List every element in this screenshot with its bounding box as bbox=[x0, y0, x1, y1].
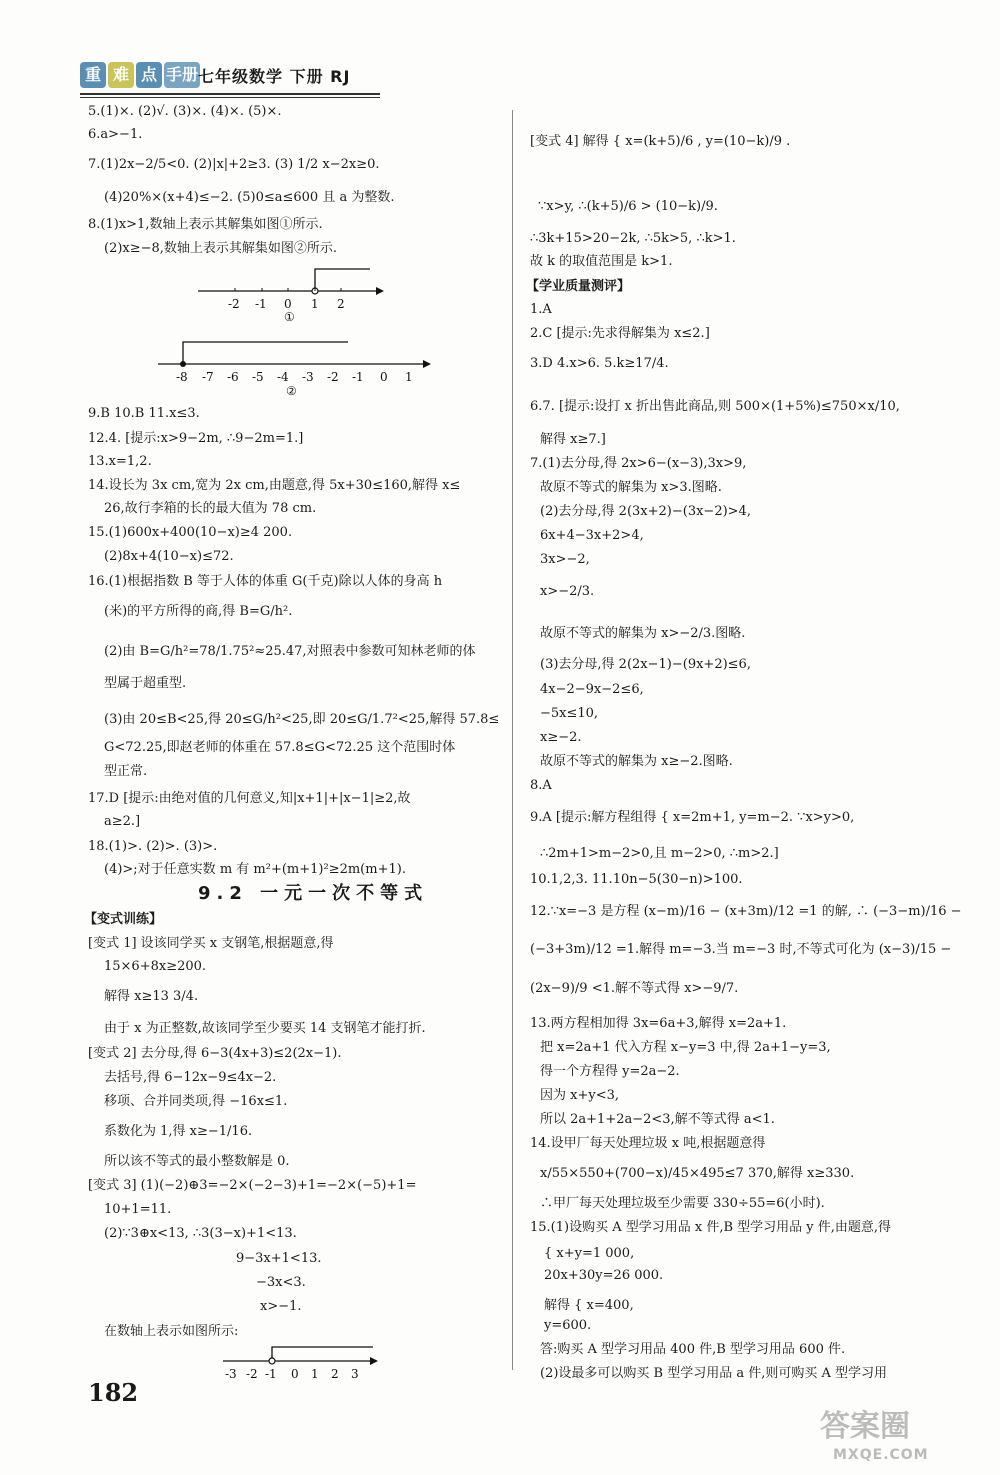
answer-line: 20x+30y=26 000. bbox=[544, 1268, 664, 1283]
answer-line: 9−3x+1<13. bbox=[236, 1251, 322, 1266]
answer-line: 9.A [提示:解方程组得 { x=2m+1, y=m−2. ∵x>y>0, bbox=[530, 810, 855, 825]
answer-line: G<72.25,即赵老师的体重在 57.8≤G<72.25 这个范围时体 bbox=[104, 740, 456, 755]
answer-line: 8.(1)x>1,数轴上表示其解集如图①所示. bbox=[88, 217, 323, 232]
nl3-tick: -1 bbox=[265, 1367, 277, 1381]
answer-line: 系数化为 1,得 x≥−1/16. bbox=[104, 1124, 253, 1139]
answer-line: 故原不等式的解集为 x>3.图略. bbox=[540, 480, 722, 495]
answer-line: (4)>;对于任意实数 m 有 m²+(m+1)²≥2m(m+1). bbox=[104, 862, 406, 877]
nl2-tick: -5 bbox=[252, 370, 264, 384]
answer-line: 12.∵x=−3 是方程 (x−m)/16 − (x+3m)/12 =1 的解, ∴ (−3−m)/16 − bbox=[530, 904, 962, 919]
answer-line: 7.(1)去分母,得 2x>6−(x−3),3x>9, bbox=[530, 456, 747, 471]
answer-line: 7.(1)2x−2/5<0. (2)|x|+2≥3. (3) 1/2 x−2x≥0. bbox=[88, 157, 380, 172]
answer-line: (2)去分母,得 2(3x+2)−(3x−2)>4, bbox=[540, 504, 751, 519]
answer-line: 故原不等式的解集为 x≥−2.图略. bbox=[540, 754, 733, 769]
answer-line: ∴2m+1>m−2>0,且 m−2>0, ∴m>2.] bbox=[540, 846, 779, 861]
nl2-tick: -1 bbox=[352, 370, 364, 384]
watermark-logo: 答案圈 bbox=[820, 1409, 910, 1444]
logo-char-4: 手册 bbox=[164, 62, 200, 88]
answer-line: x>−1. bbox=[260, 1299, 302, 1314]
answer-line: 10.1,2,3. 11.10n−5(30−n)>100. bbox=[530, 872, 743, 887]
answer-line: 把 x=2a+1 代入方程 x−y=3 中,得 2a+1−y=3, bbox=[540, 1040, 831, 1055]
nl2-tick: -4 bbox=[277, 370, 289, 384]
page-number: 182 bbox=[88, 1378, 139, 1407]
answer-line: 所以 2a+1+2a−2<3,解不等式得 a<1. bbox=[540, 1112, 775, 1127]
answer-line: 14.设甲厂每天处理垃圾 x 吨,根据题意得 bbox=[530, 1136, 766, 1151]
answer-line: (米)的平方所得的商,得 B=G/h². bbox=[104, 604, 293, 619]
brand-logo bbox=[80, 62, 200, 88]
answer-line: y=600. bbox=[544, 1318, 592, 1333]
answer-line: 答:购买 A 型学习用品 400 件,B 型学习用品 600 件. bbox=[540, 1342, 846, 1357]
nl2-tick: 1 bbox=[405, 370, 413, 384]
number-line-2 bbox=[88, 328, 508, 398]
nl3-tick: 2 bbox=[331, 1367, 339, 1381]
answer-line: ∴甲厂每天处理垃圾至少需要 330÷55=6(小时). bbox=[540, 1196, 825, 1211]
answer-line: 6x+4−3x+2>4, bbox=[540, 528, 644, 543]
answer-line: 解得 { x=400, bbox=[544, 1298, 634, 1313]
answer-line: 15×6+8x≥200. bbox=[104, 959, 207, 974]
answer-line: [变式 3] (1)(−2)⊕3=−2×(−2−3)+1=−2×(−5)+1= bbox=[88, 1178, 417, 1193]
answer-line: (2)∵3⊕x<13, ∴3(3−x)+1<13. bbox=[104, 1226, 297, 1241]
answer-line: (2)设最多可以购买 B 型学习用品 a 件,则可购买 A 型学习用 bbox=[540, 1366, 888, 1381]
nl1-tick: -1 bbox=[255, 297, 267, 311]
answer-line: 15.(1)设购买 A 型学习用品 x 件,B 型学习用品 y 件,由题意,得 bbox=[530, 1220, 892, 1235]
answer-line: 型正常. bbox=[104, 764, 148, 779]
nl3-tick: 0 bbox=[291, 1367, 299, 1381]
nl3-tick: 3 bbox=[351, 1367, 359, 1381]
answer-line: (3)去分母,得 2(2x−1)−(9x+2)≤6, bbox=[540, 657, 751, 672]
answer-line: 8.A bbox=[530, 778, 552, 793]
answer-line: (3)由 20≤B<25,得 20≤G/h²<25,即 20≤G/1.7²<25,解得 57.8≤ bbox=[104, 712, 500, 727]
logo-char-2: 难 bbox=[108, 62, 134, 88]
page-header bbox=[80, 62, 410, 96]
answer-line: 解得 x≥13 3/4. bbox=[104, 989, 199, 1004]
section-title: 9.2 一元一次不等式 bbox=[198, 883, 429, 904]
nl1-tick: 0 bbox=[284, 297, 292, 311]
answer-line: 故 k 的取值范围是 k>1. bbox=[530, 254, 673, 269]
nl2-tick: -7 bbox=[202, 370, 214, 384]
answer-line: 3x>−2, bbox=[540, 552, 590, 567]
nl3-tick: -2 bbox=[246, 1367, 258, 1381]
answer-line: 由于 x 为正整数,故该同学至少要买 14 支钢笔才能打折. bbox=[104, 1021, 426, 1036]
header-rule-thin bbox=[80, 97, 380, 98]
nl3-tick: -3 bbox=[225, 1367, 237, 1381]
answer-line: 16.(1)根据指数 B 等于人体的体重 G(千克)除以人体的身高 h bbox=[88, 574, 443, 589]
nl1-label: ① bbox=[284, 310, 295, 321]
watermark-url: MXQE.COM bbox=[833, 1447, 929, 1463]
number-line-3 bbox=[88, 1341, 508, 1381]
answer-line: −3x<3. bbox=[256, 1275, 306, 1290]
subsection-title: 【学业质量测评】 bbox=[526, 279, 631, 294]
answer-line: (−3+3m)/12 =1.解得 m=−3.当 m=−3 时,不等式可化为 (x−3)/15 − bbox=[530, 942, 952, 957]
answer-line: 所以该不等式的最小整数解是 0. bbox=[104, 1154, 290, 1169]
nl2-tick: -6 bbox=[227, 370, 239, 384]
answer-line: 型属于超重型. bbox=[104, 676, 187, 691]
answer-line: (2)x≥−8,数轴上表示其解集如图②所示. bbox=[104, 241, 338, 256]
answer-line: 去括号,得 6−12x−9≤4x−2. bbox=[104, 1070, 277, 1085]
answer-line: x≥−2. bbox=[540, 730, 582, 745]
nl2-label: ② bbox=[286, 384, 297, 398]
nl3-tick: 1 bbox=[311, 1367, 319, 1381]
answer-line: a≥2.] bbox=[104, 814, 141, 829]
answer-line: 5.(1)×. (2)√. (3)×. (4)×. (5)×. bbox=[88, 104, 282, 119]
answer-line: (2)8x+4(10−x)≤72. bbox=[104, 549, 234, 564]
nl1-tick: 2 bbox=[337, 297, 345, 311]
answer-line: 得一个方程得 y=2a−2. bbox=[540, 1064, 680, 1079]
answer-line: 15.(1)600x+400(10−x)≥4 200. bbox=[88, 525, 293, 540]
answer-line: 10+1=11. bbox=[104, 1202, 172, 1217]
answer-line: 解得 x≥7.] bbox=[540, 432, 606, 447]
answer-line: 3.D 4.x>6. 5.k≥17/4. bbox=[530, 356, 669, 371]
answer-line: −5x≤10, bbox=[540, 706, 599, 721]
answer-line: 18.(1)>. (2)>. (3)>. bbox=[88, 839, 218, 854]
answer-line: ∵x>y, ∴(k+5)/6 > (10−k)/9. bbox=[538, 199, 718, 214]
nl1-tick: -2 bbox=[228, 297, 240, 311]
answer-line: 12.4. [提示:x>9−2m, ∴9−2m=1.] bbox=[88, 431, 304, 446]
answer-line: 在数轴上表示如图所示: bbox=[104, 1324, 239, 1339]
answer-line: 26,故行李箱的长的最大值为 78 cm. bbox=[104, 501, 317, 516]
nl2-tick: -3 bbox=[302, 370, 314, 384]
answer-line: 9.B 10.B 11.x≤3. bbox=[88, 406, 200, 421]
answer-line: [变式 1] 设该同学买 x 支钢笔,根据题意,得 bbox=[88, 936, 334, 951]
answer-line: 6.a>−1. bbox=[88, 127, 143, 142]
answer-line: ∴3k+15>20−2k, ∴5k>5, ∴k>1. bbox=[530, 231, 736, 246]
answer-line: { x+y=1 000, bbox=[544, 1246, 635, 1261]
answer-line: 故原不等式的解集为 x>−2/3.图略. bbox=[540, 626, 746, 641]
column-divider bbox=[512, 110, 513, 1370]
answer-line: x/55×550+(700−x)/45×495≤7 370,解得 x≥330. bbox=[540, 1166, 855, 1181]
book-title: 七年级数学 下册 RJ bbox=[198, 67, 351, 86]
nl2-tick: -2 bbox=[327, 370, 339, 384]
answer-line: (4)20%×(x+4)≤−2. (5)0≤a≤600 且 a 为整数. bbox=[104, 190, 395, 205]
answer-line: 6.7. [提示:设打 x 折出售此商品,则 500×(1+5%)≤750×x/10, bbox=[530, 399, 900, 414]
answer-line: 2.C [提示:先求得解集为 x≤2.] bbox=[530, 326, 710, 341]
subsection-title: 【变式训练】 bbox=[84, 912, 163, 927]
logo-char-1: 重 bbox=[80, 62, 106, 88]
answer-line: 13.两方程相加得 3x=6a+3,解得 x=2a+1. bbox=[530, 1016, 787, 1031]
answer-line: 移项、合并同类项,得 −16x≤1. bbox=[104, 1094, 288, 1109]
nl2-tick: -8 bbox=[176, 370, 188, 384]
answer-line: 14.设长为 3x cm,宽为 2x cm,由题意,得 5x+30≤160,解得 x≤ bbox=[88, 478, 461, 493]
nl1-tick: 1 bbox=[311, 297, 319, 311]
header-rule bbox=[80, 93, 380, 95]
answer-line: 13.x=1,2. bbox=[88, 454, 152, 469]
answer-line: (2)由 B=G/h²=78/1.75²≈25.47,对照表中参数可知林老师的体 bbox=[104, 644, 476, 659]
answer-line: (2x−9)/9 <1.解不等式得 x>−9/7. bbox=[530, 981, 739, 996]
answer-line: 1.A bbox=[530, 302, 552, 317]
answer-line: x>−2/3. bbox=[540, 584, 595, 599]
answer-line: [变式 2] 去分母,得 6−3(4x+3)≤2(2x−1). bbox=[88, 1046, 342, 1061]
answer-line: 因为 x+y<3, bbox=[540, 1088, 619, 1103]
answer-line: [变式 4] 解得 { x=(k+5)/6 , y=(10−k)/9 . bbox=[530, 134, 791, 149]
number-line-1 bbox=[88, 261, 508, 321]
logo-char-3: 点 bbox=[136, 62, 162, 88]
answer-line: 4x−2−9x−2≤6, bbox=[540, 682, 644, 697]
answer-line: 17.D [提示:由绝对值的几何意义,知|x+1|+|x−1|≥2,故 bbox=[88, 791, 411, 806]
nl2-tick: 0 bbox=[380, 370, 388, 384]
